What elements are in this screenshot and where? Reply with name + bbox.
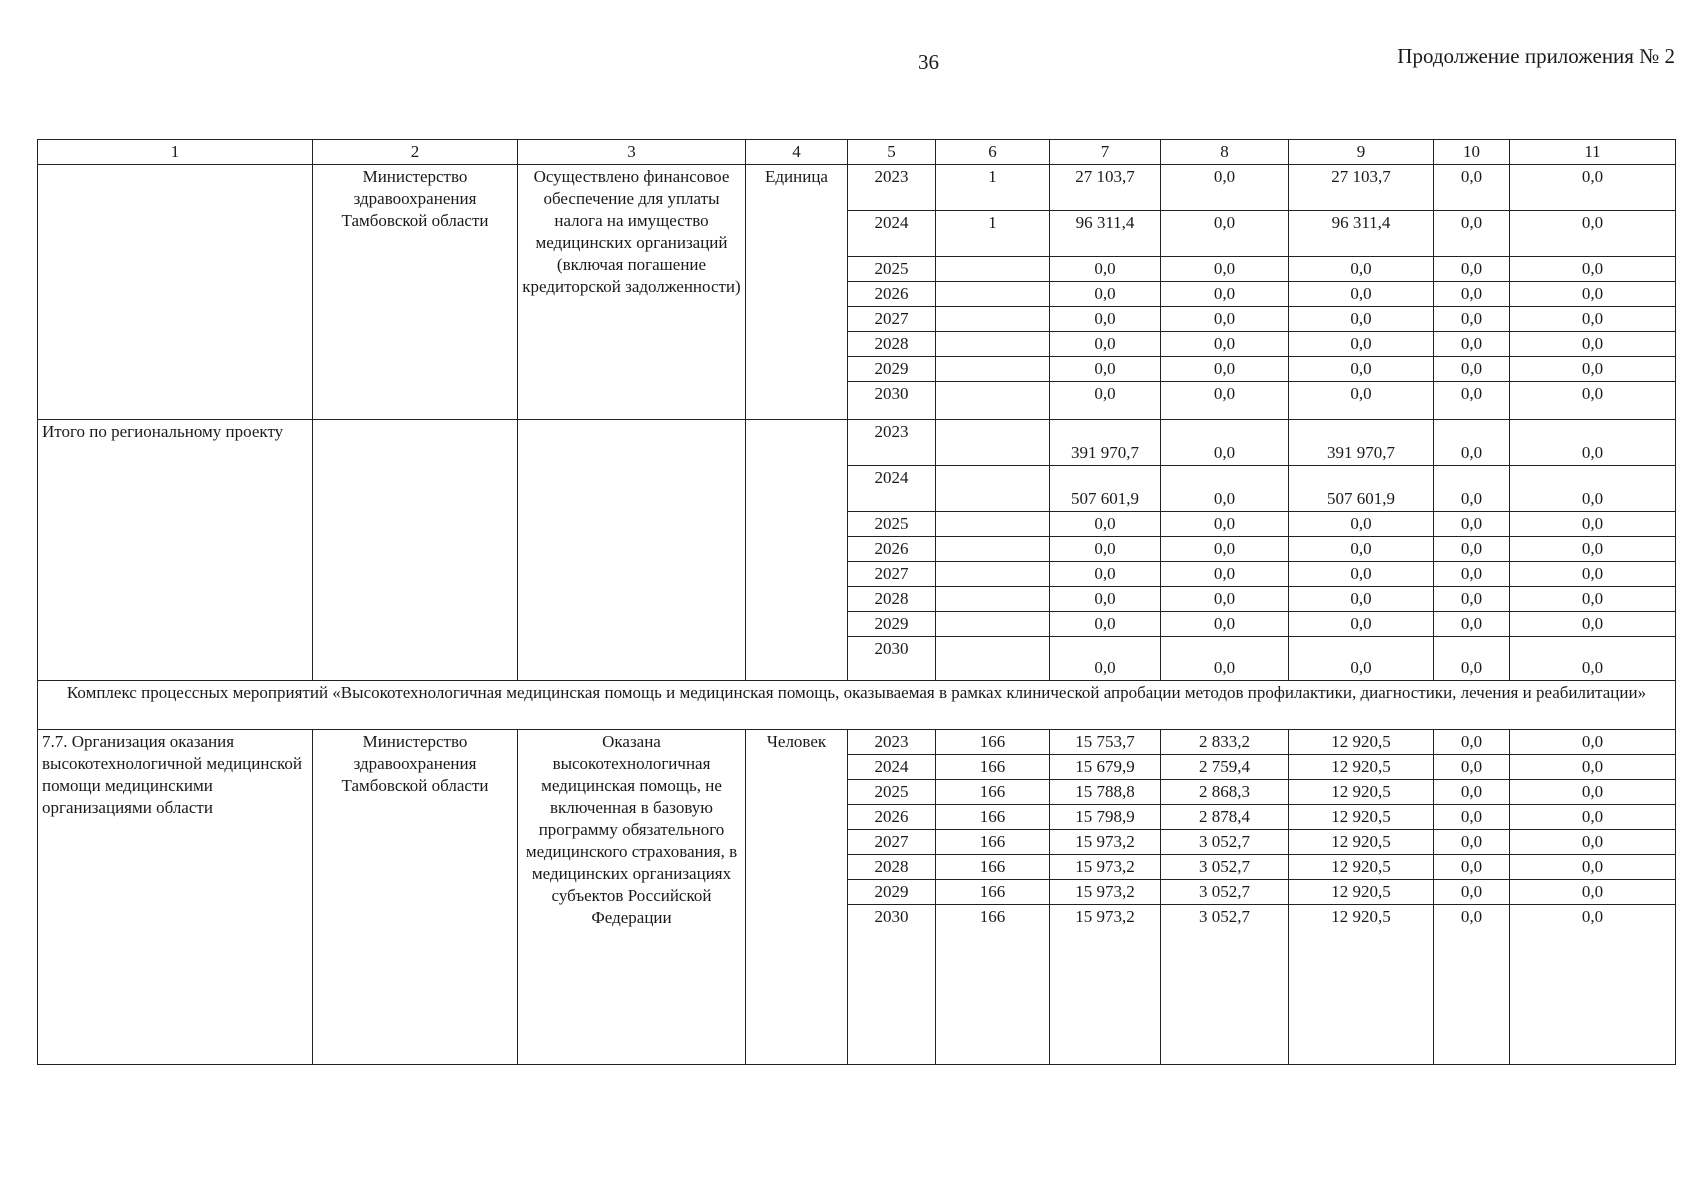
responsible-executor-cell: Министерство здравоохранения Тамбовской области bbox=[313, 165, 518, 420]
value-cell bbox=[936, 282, 1050, 307]
total-cell: 15 788,8 bbox=[1050, 780, 1161, 805]
federal-budget-cell: 0,0 bbox=[1161, 587, 1289, 612]
value-cell bbox=[936, 332, 1050, 357]
regional-budget-cell: 0,0 bbox=[1289, 282, 1434, 307]
regional-budget-cell: 0,0 bbox=[1289, 257, 1434, 282]
federal-budget-cell: 0,0 bbox=[1161, 466, 1289, 512]
federal-budget-cell: 0,0 bbox=[1161, 165, 1289, 211]
local-budget-cell: 0,0 bbox=[1434, 880, 1510, 905]
other-sources-cell: 0,0 bbox=[1510, 332, 1676, 357]
other-sources-cell: 0,0 bbox=[1510, 420, 1676, 466]
local-budget-cell: 0,0 bbox=[1434, 466, 1510, 512]
responsible-executor-cell: Министерство здравоохранения Тамбовской области bbox=[313, 730, 518, 1065]
regional-project-total-label: Итого по региональному проекту bbox=[38, 420, 313, 681]
local-budget-cell: 0,0 bbox=[1434, 855, 1510, 880]
year-cell: 2025 bbox=[848, 257, 936, 282]
regional-budget-cell: 12 920,5 bbox=[1289, 830, 1434, 855]
value-cell: 1 bbox=[936, 211, 1050, 257]
other-sources-cell: 0,0 bbox=[1510, 257, 1676, 282]
other-sources-cell: 0,0 bbox=[1510, 466, 1676, 512]
value-cell bbox=[936, 382, 1050, 420]
year-cell: 2024 bbox=[848, 755, 936, 780]
local-budget-cell: 0,0 bbox=[1434, 420, 1510, 466]
year-cell: 2028 bbox=[848, 332, 936, 357]
total-cell: 0,0 bbox=[1050, 562, 1161, 587]
event-name-cell bbox=[38, 165, 313, 420]
other-sources-cell: 0,0 bbox=[1510, 357, 1676, 382]
other-sources-cell: 0,0 bbox=[1510, 880, 1676, 905]
total-cell: 0,0 bbox=[1050, 332, 1161, 357]
year-cell: 2027 bbox=[848, 562, 936, 587]
regional-budget-cell: 0,0 bbox=[1289, 587, 1434, 612]
regional-budget-cell: 27 103,7 bbox=[1289, 165, 1434, 211]
value-cell bbox=[936, 587, 1050, 612]
year-cell: 2023 bbox=[848, 420, 936, 466]
header-cell: 6 bbox=[936, 140, 1050, 165]
year-cell: 2026 bbox=[848, 805, 936, 830]
year-cell: 2024 bbox=[848, 466, 936, 512]
year-cell: 2026 bbox=[848, 282, 936, 307]
regional-budget-cell: 507 601,9 bbox=[1289, 466, 1434, 512]
local-budget-cell: 0,0 bbox=[1434, 755, 1510, 780]
regional-budget-cell: 0,0 bbox=[1289, 562, 1434, 587]
federal-budget-cell: 0,0 bbox=[1161, 257, 1289, 282]
local-budget-cell: 0,0 bbox=[1434, 211, 1510, 257]
year-cell: 2023 bbox=[848, 730, 936, 755]
value-cell: 166 bbox=[936, 855, 1050, 880]
process-complex-title: Комплекс процессных мероприятий «Высокотехнологичная медицинская помощь и медицинская помощь, оказываемая в рамках клинической апробации методов профилактики, диагностики, лечения и реабилитации» bbox=[38, 681, 1676, 730]
total-cell: 391 970,7 bbox=[1050, 420, 1161, 466]
other-sources-cell: 0,0 bbox=[1510, 382, 1676, 420]
value-cell bbox=[936, 307, 1050, 332]
other-sources-cell: 0,0 bbox=[1510, 512, 1676, 537]
federal-budget-cell: 2 759,4 bbox=[1161, 755, 1289, 780]
value-cell bbox=[936, 637, 1050, 681]
total-cell: 15 973,2 bbox=[1050, 830, 1161, 855]
total-cell: 96 311,4 bbox=[1050, 211, 1161, 257]
local-budget-cell: 0,0 bbox=[1434, 332, 1510, 357]
value-cell bbox=[936, 257, 1050, 282]
total-cell: 0,0 bbox=[1050, 357, 1161, 382]
other-sources-cell: 0,0 bbox=[1510, 587, 1676, 612]
value-cell bbox=[936, 466, 1050, 512]
total-cell: 15 798,9 bbox=[1050, 805, 1161, 830]
local-budget-cell: 0,0 bbox=[1434, 637, 1510, 681]
federal-budget-cell: 0,0 bbox=[1161, 382, 1289, 420]
regional-budget-cell: 12 920,5 bbox=[1289, 755, 1434, 780]
local-budget-cell: 0,0 bbox=[1434, 587, 1510, 612]
header-cell: 2 bbox=[313, 140, 518, 165]
year-cell: 2026 bbox=[848, 537, 936, 562]
federal-budget-cell: 0,0 bbox=[1161, 612, 1289, 637]
federal-budget-cell: 3 052,7 bbox=[1161, 905, 1289, 1065]
other-sources-cell: 0,0 bbox=[1510, 855, 1676, 880]
value-cell: 166 bbox=[936, 880, 1050, 905]
result-description-cell: Осуществлено финансовое обеспечение для уплаты налога на имущество медицинских организаций (включая погашение кредиторской задолженности) bbox=[518, 165, 746, 420]
year-cell: 2030 bbox=[848, 905, 936, 1065]
empty-cell bbox=[313, 420, 518, 681]
local-budget-cell: 0,0 bbox=[1434, 382, 1510, 420]
regional-budget-cell: 12 920,5 bbox=[1289, 730, 1434, 755]
value-cell bbox=[936, 357, 1050, 382]
header-cell: 3 bbox=[518, 140, 746, 165]
year-cell: 2025 bbox=[848, 512, 936, 537]
section-title-row bbox=[38, 681, 1676, 730]
local-budget-cell: 0,0 bbox=[1434, 307, 1510, 332]
header-cell: 10 bbox=[1434, 140, 1510, 165]
event-name-cell: 7.7. Организация оказания высокотехнологичной медицинской помощи медицинскими организациями области bbox=[38, 730, 313, 1065]
column-number-header bbox=[38, 140, 1676, 165]
header-cell: 1 bbox=[38, 140, 313, 165]
local-budget-cell: 0,0 bbox=[1434, 562, 1510, 587]
regional-budget-cell: 12 920,5 bbox=[1289, 855, 1434, 880]
value-cell: 166 bbox=[936, 830, 1050, 855]
total-cell: 0,0 bbox=[1050, 587, 1161, 612]
federal-budget-cell: 0,0 bbox=[1161, 357, 1289, 382]
local-budget-cell: 0,0 bbox=[1434, 730, 1510, 755]
total-cell: 15 679,9 bbox=[1050, 755, 1161, 780]
year-cell: 2025 bbox=[848, 780, 936, 805]
header-cell: 9 bbox=[1289, 140, 1434, 165]
regional-budget-cell: 0,0 bbox=[1289, 382, 1434, 420]
other-sources-cell: 0,0 bbox=[1510, 165, 1676, 211]
federal-budget-cell: 0,0 bbox=[1161, 562, 1289, 587]
regional-budget-cell: 0,0 bbox=[1289, 332, 1434, 357]
local-budget-cell: 0,0 bbox=[1434, 357, 1510, 382]
total-cell: 507 601,9 bbox=[1050, 466, 1161, 512]
other-sources-cell: 0,0 bbox=[1510, 282, 1676, 307]
total-cell: 0,0 bbox=[1050, 512, 1161, 537]
federal-budget-cell: 2 868,3 bbox=[1161, 780, 1289, 805]
total-cell: 0,0 bbox=[1050, 282, 1161, 307]
total-cell: 0,0 bbox=[1050, 257, 1161, 282]
header-cell: 7 bbox=[1050, 140, 1161, 165]
year-cell: 2027 bbox=[848, 830, 936, 855]
value-cell bbox=[936, 512, 1050, 537]
federal-budget-cell: 2 833,2 bbox=[1161, 730, 1289, 755]
local-budget-cell: 0,0 bbox=[1434, 537, 1510, 562]
local-budget-cell: 0,0 bbox=[1434, 905, 1510, 1065]
year-cell: 2030 bbox=[848, 637, 936, 681]
local-budget-cell: 0,0 bbox=[1434, 805, 1510, 830]
regional-budget-cell: 0,0 bbox=[1289, 612, 1434, 637]
other-sources-cell: 0,0 bbox=[1510, 211, 1676, 257]
regional-budget-cell: 0,0 bbox=[1289, 637, 1434, 681]
value-cell bbox=[936, 420, 1050, 466]
other-sources-cell: 0,0 bbox=[1510, 562, 1676, 587]
result-description-cell: Оказана высокотехнологичная медицинская помощь, не включенная в базовую программу обязательного медицинского страхования, в медицинских организациях субъектов Российской Федерации bbox=[518, 730, 746, 1065]
unit-cell: Человек bbox=[746, 730, 848, 1065]
local-budget-cell: 0,0 bbox=[1434, 612, 1510, 637]
regional-budget-cell: 12 920,5 bbox=[1289, 805, 1434, 830]
table-row bbox=[38, 165, 1676, 211]
local-budget-cell: 0,0 bbox=[1434, 830, 1510, 855]
year-cell: 2029 bbox=[848, 357, 936, 382]
total-cell: 0,0 bbox=[1050, 307, 1161, 332]
value-cell: 166 bbox=[936, 780, 1050, 805]
header-cell: 8 bbox=[1161, 140, 1289, 165]
other-sources-cell: 0,0 bbox=[1510, 905, 1676, 1065]
value-cell bbox=[936, 562, 1050, 587]
total-cell: 0,0 bbox=[1050, 612, 1161, 637]
federal-budget-cell: 3 052,7 bbox=[1161, 830, 1289, 855]
appendix-continuation-label: Продолжение приложения № 2 bbox=[1397, 44, 1675, 68]
other-sources-cell: 0,0 bbox=[1510, 307, 1676, 332]
year-cell: 2029 bbox=[848, 880, 936, 905]
regional-budget-cell: 12 920,5 bbox=[1289, 780, 1434, 805]
value-cell: 166 bbox=[936, 730, 1050, 755]
year-cell: 2028 bbox=[848, 855, 936, 880]
federal-budget-cell: 0,0 bbox=[1161, 211, 1289, 257]
unit-cell: Единица bbox=[746, 165, 848, 420]
federal-budget-cell: 0,0 bbox=[1161, 512, 1289, 537]
federal-budget-cell: 0,0 bbox=[1161, 332, 1289, 357]
regional-budget-cell: 0,0 bbox=[1289, 307, 1434, 332]
value-cell: 166 bbox=[936, 755, 1050, 780]
year-cell: 2028 bbox=[848, 587, 936, 612]
budget-table bbox=[37, 139, 1676, 1065]
local-budget-cell: 0,0 bbox=[1434, 282, 1510, 307]
other-sources-cell: 0,0 bbox=[1510, 755, 1676, 780]
page-number: 36 bbox=[918, 50, 939, 74]
other-sources-cell: 0,0 bbox=[1510, 612, 1676, 637]
value-cell bbox=[936, 537, 1050, 562]
total-cell: 15 753,7 bbox=[1050, 730, 1161, 755]
federal-budget-cell: 0,0 bbox=[1161, 307, 1289, 332]
header-cell: 4 bbox=[746, 140, 848, 165]
empty-cell bbox=[746, 420, 848, 681]
table-row bbox=[38, 730, 1676, 755]
regional-budget-cell: 12 920,5 bbox=[1289, 905, 1434, 1065]
value-cell: 1 bbox=[936, 165, 1050, 211]
empty-cell bbox=[518, 420, 746, 681]
regional-budget-cell: 12 920,5 bbox=[1289, 880, 1434, 905]
federal-budget-cell: 3 052,7 bbox=[1161, 855, 1289, 880]
federal-budget-cell: 2 878,4 bbox=[1161, 805, 1289, 830]
total-cell: 0,0 bbox=[1050, 537, 1161, 562]
year-cell: 2030 bbox=[848, 382, 936, 420]
other-sources-cell: 0,0 bbox=[1510, 805, 1676, 830]
value-cell bbox=[936, 612, 1050, 637]
value-cell: 166 bbox=[936, 805, 1050, 830]
federal-budget-cell: 3 052,7 bbox=[1161, 880, 1289, 905]
other-sources-cell: 0,0 bbox=[1510, 637, 1676, 681]
year-cell: 2023 bbox=[848, 165, 936, 211]
regional-budget-cell: 0,0 bbox=[1289, 357, 1434, 382]
total-cell: 15 973,2 bbox=[1050, 855, 1161, 880]
year-cell: 2024 bbox=[848, 211, 936, 257]
value-cell: 166 bbox=[936, 905, 1050, 1065]
local-budget-cell: 0,0 bbox=[1434, 165, 1510, 211]
year-cell: 2027 bbox=[848, 307, 936, 332]
total-cell: 0,0 bbox=[1050, 382, 1161, 420]
federal-budget-cell: 0,0 bbox=[1161, 537, 1289, 562]
local-budget-cell: 0,0 bbox=[1434, 257, 1510, 282]
regional-budget-cell: 391 970,7 bbox=[1289, 420, 1434, 466]
total-cell: 0,0 bbox=[1050, 637, 1161, 681]
total-cell: 15 973,2 bbox=[1050, 880, 1161, 905]
table-row bbox=[38, 420, 1676, 466]
federal-budget-cell: 0,0 bbox=[1161, 282, 1289, 307]
local-budget-cell: 0,0 bbox=[1434, 512, 1510, 537]
federal-budget-cell: 0,0 bbox=[1161, 420, 1289, 466]
year-cell: 2029 bbox=[848, 612, 936, 637]
header-cell: 11 bbox=[1510, 140, 1676, 165]
other-sources-cell: 0,0 bbox=[1510, 730, 1676, 755]
regional-budget-cell: 0,0 bbox=[1289, 512, 1434, 537]
total-cell: 27 103,7 bbox=[1050, 165, 1161, 211]
other-sources-cell: 0,0 bbox=[1510, 537, 1676, 562]
total-cell: 15 973,2 bbox=[1050, 905, 1161, 1065]
regional-budget-cell: 96 311,4 bbox=[1289, 211, 1434, 257]
other-sources-cell: 0,0 bbox=[1510, 780, 1676, 805]
local-budget-cell: 0,0 bbox=[1434, 780, 1510, 805]
header-cell: 5 bbox=[848, 140, 936, 165]
other-sources-cell: 0,0 bbox=[1510, 830, 1676, 855]
federal-budget-cell: 0,0 bbox=[1161, 637, 1289, 681]
regional-budget-cell: 0,0 bbox=[1289, 537, 1434, 562]
